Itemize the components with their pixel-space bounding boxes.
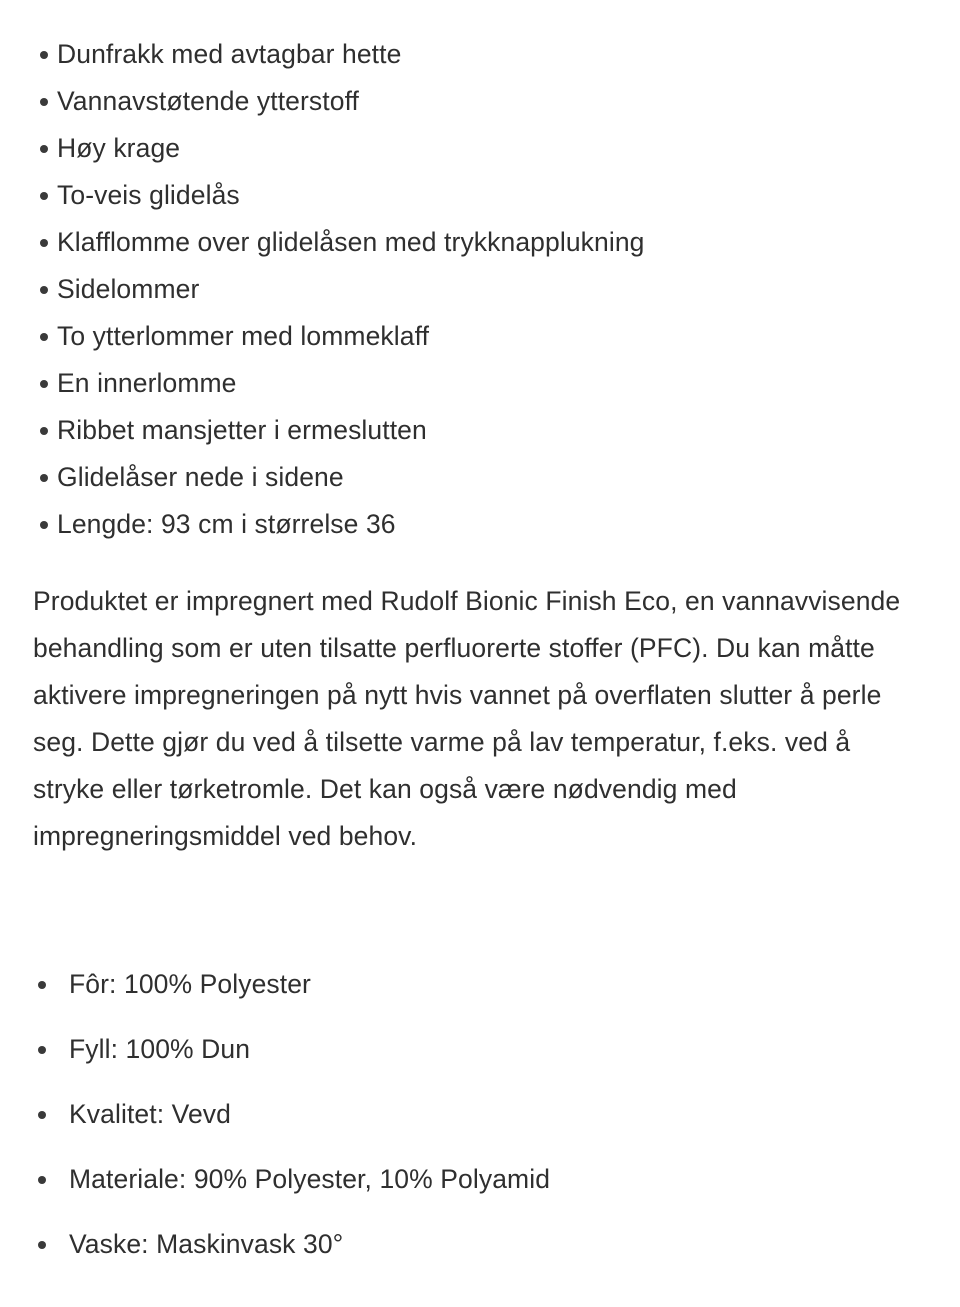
list-item-label: Sidelommer [57,274,200,304]
list-item-label: Dunfrakk med avtagbar hette [57,39,402,69]
impregnation-paragraph: Produktet er impregnert med Rudolf Bionic Finish Eco, en vannavvisende behandling som er uten tilsatte perfluorerte stoffer (PFC). Du kan måtte aktivere impregneringen på nytt hvis vannet på overflaten slutter å perle seg. Dette gjør du ved å tilsette varme på lav temperatur, f.eks. ved å stryke eller tørketromle. Det kan også være nødvendig med impregneringsmiddel ved behov. [33,586,901,851]
list-item-label: Vaske: Maskinvask 30° [69,1229,344,1259]
bullet-icon [40,239,48,247]
list-item-label: Fôr: 100% Polyester [69,969,311,999]
list-item-label: To ytterlommer med lommeklaff [57,321,430,351]
bullet-icon [40,192,48,200]
product-feature-list [33,31,933,548]
list-item [33,125,933,172]
list-item-label: Klafflomme over glidelåsen med trykknapplukning [57,227,645,257]
list-item [33,78,933,125]
bullet-icon [40,427,48,435]
product-spec-list [33,952,933,1277]
bullet-icon [40,51,48,59]
list-item [33,501,933,548]
list-item [33,31,933,78]
list-item [33,172,933,219]
list-item [33,360,933,407]
list-item [33,1082,933,1147]
bullet-icon [40,521,48,529]
list-item [33,1212,933,1277]
list-item [33,407,933,454]
bullet-icon [38,1111,46,1119]
list-item-label: Vannavstøtende ytterstoff [57,86,360,116]
list-item-label: Ribbet mansjetter i ermeslutten [57,415,427,445]
list-item-label: Kvalitet: Vevd [69,1099,231,1129]
list-item [33,1017,933,1082]
list-item [33,266,933,313]
bullet-icon [40,98,48,106]
list-item-label: To-veis glidelås [57,180,240,210]
bullet-icon [38,1176,46,1184]
bullet-icon [40,286,48,294]
list-item [33,952,933,1017]
bullet-icon [40,333,48,341]
list-item-label: Materiale: 90% Polyester, 10% Polyamid [69,1164,551,1194]
list-item [33,219,933,266]
bullet-icon [40,474,48,482]
bullet-icon [40,380,48,388]
list-item-label: Fyll: 100% Dun [69,1034,251,1064]
list-item [33,1147,933,1212]
bullet-icon [38,1241,46,1249]
bullet-icon [40,145,48,153]
bullet-icon [38,1046,46,1054]
list-item-label: Lengde: 93 cm i størrelse 36 [57,509,396,539]
list-item-label: En innerlomme [57,368,237,398]
list-item-label: Glidelåser nede i sidene [57,462,344,492]
list-item [33,454,933,501]
bullet-icon [38,981,46,989]
list-item [33,313,933,360]
list-item-label: Høy krage [57,133,181,163]
